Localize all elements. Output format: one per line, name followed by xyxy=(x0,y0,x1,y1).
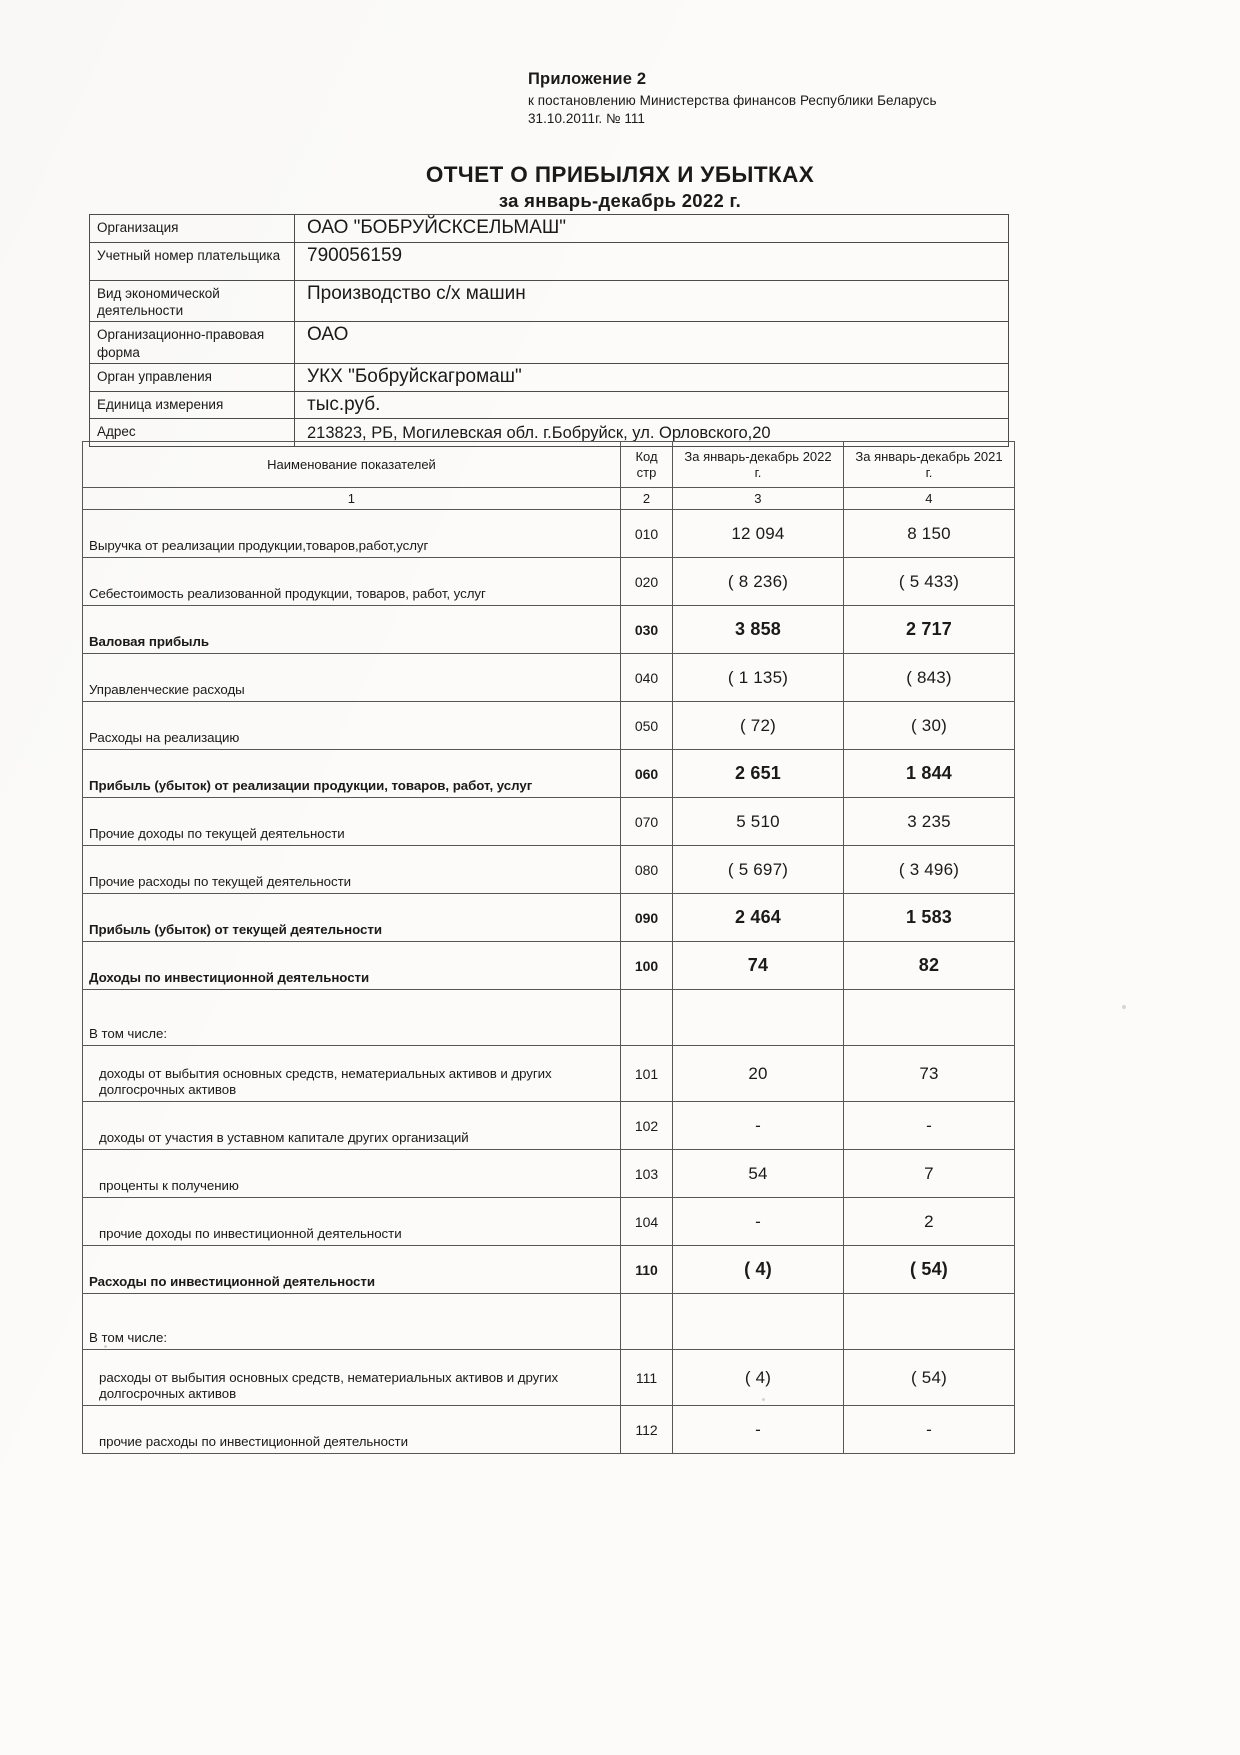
table-row xyxy=(83,1246,1015,1294)
column-number-3: 3 xyxy=(673,488,844,510)
page-subtitle: за январь-декабрь 2022 г. xyxy=(498,190,742,211)
row-value-2021: ( 3 496) xyxy=(844,846,1015,894)
table-row xyxy=(83,894,1015,942)
table-column-numbering-row xyxy=(83,488,1015,510)
row-value-2022: ( 1 135) xyxy=(673,654,844,702)
row-value-2022: 5 510 xyxy=(673,798,844,846)
row-indicator-name: В том числе: xyxy=(83,1294,621,1350)
table-row xyxy=(83,1350,1015,1406)
org-info-value[interactable]: Производство с/х машин xyxy=(295,280,1009,322)
table-row xyxy=(83,1150,1015,1198)
row-value-2022: 20 xyxy=(673,1046,844,1102)
row-code: 111 xyxy=(621,1350,673,1406)
row-code: 090 xyxy=(621,894,673,942)
row-value-2021: ( 843) xyxy=(844,654,1015,702)
row-value-2022: ( 5 697) xyxy=(673,846,844,894)
row-code: 104 xyxy=(621,1198,673,1246)
org-info-row xyxy=(90,391,1009,419)
profit-loss-table xyxy=(82,441,1015,1454)
row-indicator-name: Расходы по инвестиционной деятельности xyxy=(83,1246,621,1294)
row-code xyxy=(621,990,673,1046)
row-code: 100 xyxy=(621,942,673,990)
table-row xyxy=(83,1198,1015,1246)
row-code: 112 xyxy=(621,1406,673,1454)
page-title: ОТЧЕТ О ПРИБЫЛЯХ И УБЫТКАХ xyxy=(425,162,815,187)
org-info-label: Орган управления xyxy=(90,363,295,391)
org-info-value[interactable]: 790056159 xyxy=(295,242,1009,280)
scan-speck xyxy=(762,1398,765,1401)
row-value-2022: 54 xyxy=(673,1150,844,1198)
org-info-value[interactable]: 213823, РБ, Могилевская обл. г.Бобруйск, ул. Орловского,20 xyxy=(295,419,1009,447)
appendix-reference-line2: 31.10.2011г. № 111 xyxy=(528,111,645,127)
row-indicator-name: Прибыль (убыток) от реализации продукции, товаров, работ, услуг xyxy=(83,750,621,798)
table-row xyxy=(83,510,1015,558)
row-value-2022: ( 8 236) xyxy=(673,558,844,606)
row-code: 070 xyxy=(621,798,673,846)
row-value-2022 xyxy=(673,990,844,1046)
row-value-2021: - xyxy=(844,1406,1015,1454)
header-code-line2: стр xyxy=(636,464,657,480)
row-indicator-name: прочие доходы по инвестиционной деятельности xyxy=(83,1198,621,1246)
row-indicator-name: Прибыль (убыток) от текущей деятельности xyxy=(83,894,621,942)
table-row xyxy=(83,558,1015,606)
header-year-2022-line1: За январь-декабрь 2022 xyxy=(684,448,832,464)
org-info-label: Организация xyxy=(90,215,295,243)
table-row xyxy=(83,1406,1015,1454)
row-indicator-name: расходы от выбытия основных средств, нематериальных активов и других долгосрочных активов xyxy=(83,1350,621,1406)
table-row xyxy=(83,1102,1015,1150)
org-info-row xyxy=(90,215,1009,243)
row-value-2021: 7 xyxy=(844,1150,1015,1198)
row-value-2021 xyxy=(844,1294,1015,1350)
org-info-label: Адрес xyxy=(90,419,295,447)
row-code: 010 xyxy=(621,510,673,558)
org-info-label: Вид экономической деятельности xyxy=(90,280,295,322)
org-info-value[interactable]: тыс.руб. xyxy=(295,391,1009,419)
table-row xyxy=(83,1046,1015,1102)
row-code: 020 xyxy=(621,558,673,606)
table-row xyxy=(83,654,1015,702)
row-value-2021: 3 235 xyxy=(844,798,1015,846)
org-info-label: Единица измерения xyxy=(90,391,295,419)
row-value-2021: 1 844 xyxy=(844,750,1015,798)
row-indicator-name: Выручка от реализации продукции,товаров,работ,услуг xyxy=(83,510,621,558)
row-value-2022: 3 858 xyxy=(673,606,844,654)
row-indicator-name: проценты к получению xyxy=(83,1150,621,1198)
header-code-line1: Код xyxy=(635,448,658,464)
row-value-2022: 74 xyxy=(673,942,844,990)
organization-info-table xyxy=(89,214,1009,447)
org-info-label: Учетный номер плательщика xyxy=(90,242,295,280)
table-row xyxy=(83,846,1015,894)
row-indicator-name: Управленческие расходы xyxy=(83,654,621,702)
row-indicator-name: доходы от выбытия основных средств, нематериальных активов и других долгосрочных активов xyxy=(83,1046,621,1102)
row-value-2021: 2 xyxy=(844,1198,1015,1246)
row-value-2021: 2 717 xyxy=(844,606,1015,654)
header-code xyxy=(621,442,673,488)
column-number-1: 1 xyxy=(83,488,621,510)
row-indicator-name: прочие расходы по инвестиционной деятельности xyxy=(83,1406,621,1454)
row-value-2022: 2 464 xyxy=(673,894,844,942)
table-row xyxy=(83,1294,1015,1350)
header-indicator-name: Наименование показателей xyxy=(83,442,621,488)
row-value-2022: - xyxy=(673,1198,844,1246)
row-value-2021: 1 583 xyxy=(844,894,1015,942)
header-year-2021 xyxy=(844,442,1015,488)
row-value-2022: ( 4) xyxy=(673,1246,844,1294)
row-code: 103 xyxy=(621,1150,673,1198)
row-value-2021: 8 150 xyxy=(844,510,1015,558)
header-year-2021-line1: За январь-декабрь 2021 xyxy=(855,448,1003,464)
row-value-2022: ( 4) xyxy=(673,1350,844,1406)
row-indicator-name: В том числе: xyxy=(83,990,621,1046)
table-row xyxy=(83,606,1015,654)
appendix-title: Приложение 2 xyxy=(528,70,647,88)
table-row xyxy=(83,702,1015,750)
row-value-2021: ( 5 433) xyxy=(844,558,1015,606)
row-value-2021: 82 xyxy=(844,942,1015,990)
header-year-2022 xyxy=(673,442,844,488)
row-code: 050 xyxy=(621,702,673,750)
row-value-2021: ( 54) xyxy=(844,1350,1015,1406)
org-info-value[interactable]: ОАО xyxy=(295,322,1009,364)
table-row xyxy=(83,942,1015,990)
row-indicator-name: Доходы по инвестиционной деятельности xyxy=(83,942,621,990)
row-indicator-name: доходы от участия в уставном капитале других организаций xyxy=(83,1102,621,1150)
row-value-2021: - xyxy=(844,1102,1015,1150)
row-value-2022: - xyxy=(673,1102,844,1150)
table-row xyxy=(83,798,1015,846)
column-number-2: 2 xyxy=(621,488,673,510)
org-info-label: Организационно-правовая форма xyxy=(90,322,295,364)
row-value-2022: ( 72) xyxy=(673,702,844,750)
org-info-row xyxy=(90,322,1009,364)
row-indicator-name: Расходы на реализацию xyxy=(83,702,621,750)
row-indicator-name: Прочие расходы по текущей деятельности xyxy=(83,846,621,894)
row-indicator-name: Прочие доходы по текущей деятельности xyxy=(83,798,621,846)
scan-speck xyxy=(1122,1005,1126,1009)
org-info-row xyxy=(90,280,1009,322)
table-row xyxy=(83,750,1015,798)
row-value-2022: 12 094 xyxy=(673,510,844,558)
row-value-2021 xyxy=(844,990,1015,1046)
row-value-2021: ( 54) xyxy=(844,1246,1015,1294)
appendix-reference-line1: к постановлению Министерства финансов Республики Беларусь xyxy=(528,93,937,108)
row-code: 080 xyxy=(621,846,673,894)
row-value-2022: 2 651 xyxy=(673,750,844,798)
table-row xyxy=(83,990,1015,1046)
row-code: 101 xyxy=(621,1046,673,1102)
row-value-2022: - xyxy=(673,1406,844,1454)
row-indicator-name: Себестоимость реализованной продукции, товаров, работ, услуг xyxy=(83,558,621,606)
org-info-row xyxy=(90,363,1009,391)
column-number-4: 4 xyxy=(844,488,1015,510)
row-code: 060 xyxy=(621,750,673,798)
header-year-2022-line2: г. xyxy=(754,464,762,480)
org-info-row xyxy=(90,242,1009,280)
row-indicator-name: Валовая прибыль xyxy=(83,606,621,654)
appendix-header xyxy=(528,70,1048,128)
header-year-2021-line2: г. xyxy=(925,464,933,480)
row-code: 030 xyxy=(621,606,673,654)
row-value-2021: 73 xyxy=(844,1046,1015,1102)
row-value-2022 xyxy=(673,1294,844,1350)
org-info-value[interactable]: УКХ "Бобруйскагромаш" xyxy=(295,363,1009,391)
row-code: 102 xyxy=(621,1102,673,1150)
row-code: 040 xyxy=(621,654,673,702)
row-value-2021: ( 30) xyxy=(844,702,1015,750)
org-info-value[interactable]: ОАО "БОБРУЙСКСЕЛЬМАШ" xyxy=(295,215,1009,243)
scan-speck xyxy=(104,1345,107,1348)
row-code xyxy=(621,1294,673,1350)
row-code: 110 xyxy=(621,1246,673,1294)
table-header-row xyxy=(83,442,1015,488)
